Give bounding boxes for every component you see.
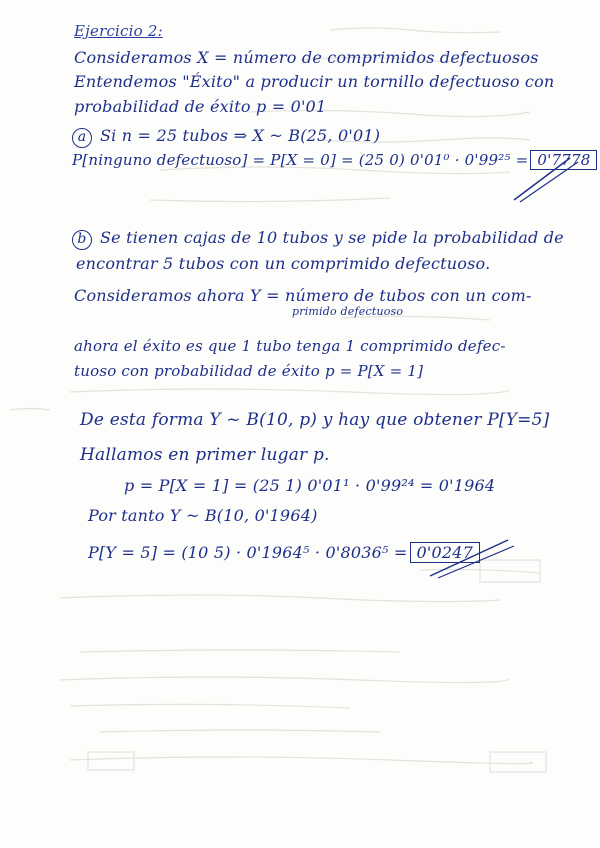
part-b-marker: b: [72, 230, 92, 250]
part-b-result: 0'0247: [410, 542, 481, 563]
part-a-text: Si n = 25 tubos ⇒ X ~ B(25, 0'01): [100, 126, 381, 145]
part-a-line-1: [72, 126, 380, 148]
part-b-line-6: De esta forma Y ~ B(10, p) y hay que obtener P[Y=5]: [80, 410, 550, 430]
intro-line-3: probabilidad de éxito p = 0'01: [74, 97, 327, 116]
part-b-line-3: Consideramos ahora Y = número de tubos con un com-: [74, 286, 532, 305]
part-a-result: 0'7778: [530, 150, 597, 170]
part-b-line-8: p = P[X = 1] = (25 1) 0'01¹ · 0'99²⁴ = 0'1964: [124, 476, 496, 495]
part-b-line-4: ahora el éxito es que 1 tubo tenga 1 comprimido defec-: [74, 337, 506, 355]
exercise-title: Ejercicio 2:: [74, 22, 163, 40]
part-b-line-3b: primido defectuoso: [292, 305, 404, 318]
part-a-scribble-mark: [510, 150, 590, 210]
part-b-text-1: Se tienen cajas de 10 tubos y se pide la probabilidad de: [100, 228, 564, 247]
part-b-line-5: tuoso con probabilidad de éxito p = P[X = 1]: [74, 362, 424, 380]
intro-line-1: Consideramos X = número de comprimidos defectuosos: [74, 48, 539, 67]
part-b-line-1: [72, 228, 564, 250]
part-b-line-9: Por tanto Y ~ B(10, 0'1964): [88, 506, 318, 525]
part-b-formula: P[Y = 5] = (10 5) · 0'1964⁵ · 0'8036⁵ =: [88, 543, 408, 562]
part-b-line-2: encontrar 5 tubos con un comprimido defectuoso.: [76, 254, 491, 273]
part-a-formula: P[ninguno defectuoso] = P[X = 0] = (25 0) 0'01⁰ · 0'99²⁵ =: [72, 151, 529, 169]
part-b-line-7: Hallamos en primer lugar p.: [80, 445, 330, 465]
part-a-marker: a: [72, 128, 92, 148]
part-b-scribble-mark: [420, 534, 520, 584]
intro-line-2: Entendemos "Éxito" a producir un tornillo defectuoso con: [74, 72, 555, 91]
